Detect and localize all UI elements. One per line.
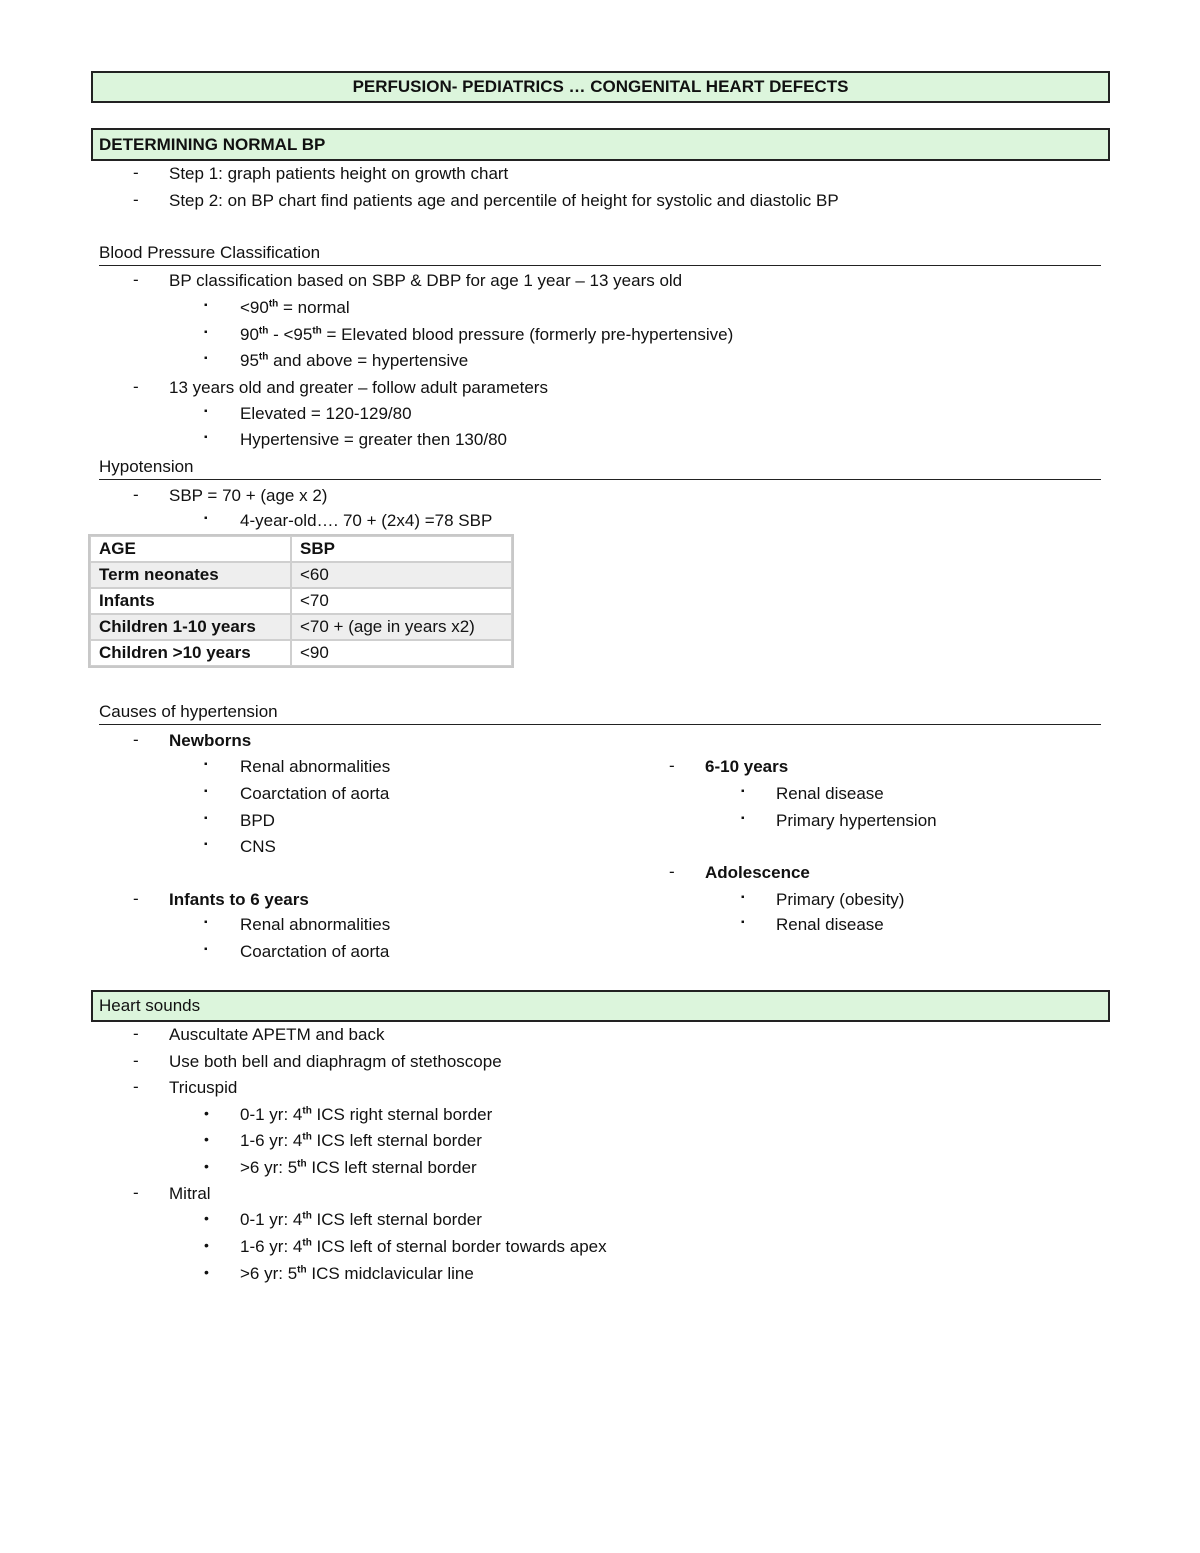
table-row	[90, 640, 512, 666]
superscript: th	[297, 1158, 307, 1170]
bp-sub-normal-value: <90	[240, 298, 269, 317]
adolescence-label: Adolescence	[705, 863, 810, 882]
infants-item: Coarctation of aorta	[240, 942, 390, 961]
dash-bullet: -	[133, 1024, 139, 1043]
square-bullet: ▪	[204, 759, 208, 770]
tricuspid-item-age: 1-6 yr: 4	[240, 1131, 303, 1150]
bp-classification-heading: Blood Pressure Classification	[99, 243, 1101, 266]
square-bullet: ▪	[204, 406, 208, 417]
bp-sub-hypertensive	[240, 350, 468, 372]
newborns-item: Renal abnormalities	[240, 757, 391, 776]
mitral-item-location: ICS midclavicular line	[306, 1264, 474, 1283]
table-cell-sbp: <70	[291, 588, 512, 614]
table-header-sbp: SBP	[291, 536, 512, 562]
square-bullet: ▪	[741, 917, 745, 928]
dot-bullet: •	[204, 1105, 209, 1121]
mitral-item-location: ICS left of sternal border towards apex	[311, 1237, 607, 1256]
dash-bullet: -	[133, 377, 139, 396]
square-bullet: ▪	[204, 786, 208, 797]
bp-sub-elevated	[240, 324, 733, 346]
adult-elevated: Elevated = 120-129/80	[240, 404, 412, 423]
dash-bullet: -	[133, 163, 139, 182]
six-ten-label: 6-10 years	[705, 757, 789, 776]
table-cell-age: Term neonates	[90, 562, 291, 588]
dash-bullet: -	[133, 485, 139, 504]
causes-heading: Causes of hypertension	[99, 702, 1101, 725]
tricuspid-item-location: ICS left sternal border	[306, 1158, 477, 1177]
dot-bullet: •	[204, 1237, 209, 1253]
bp-sub-normal-text: = normal	[278, 298, 350, 317]
square-bullet: ▪	[204, 813, 208, 824]
table-header-row	[90, 536, 512, 562]
section-header-text: DETERMINING NORMAL BP	[99, 134, 326, 154]
section-header-determining-bp	[91, 128, 1110, 161]
tricuspid-item	[240, 1104, 492, 1126]
mitral-item	[240, 1236, 607, 1258]
superscript: th	[268, 298, 279, 310]
table-row	[90, 614, 512, 640]
square-bullet: ▪	[204, 944, 208, 955]
superscript: th	[258, 325, 269, 337]
newborns-item: BPD	[240, 811, 275, 830]
dash-bullet: -	[133, 730, 139, 749]
tricuspid-item-age: >6 yr: 5	[240, 1158, 298, 1177]
mitral-item-age: >6 yr: 5	[240, 1264, 298, 1283]
mitral-item-age: 1-6 yr: 4	[240, 1237, 303, 1256]
dash-bullet: -	[133, 270, 139, 289]
section-header-heart-sounds	[91, 990, 1110, 1022]
tricuspid-item-location: ICS right sternal border	[311, 1105, 493, 1124]
tricuspid-label: Tricuspid	[169, 1078, 238, 1097]
heart-sounds-item: Use both bell and diaphragm of stethoscope	[169, 1052, 502, 1071]
bp-sub-elevated-text: = Elevated blood pressure (formerly pre-hypertensive)	[321, 325, 734, 344]
superscript: th	[312, 325, 322, 337]
document-title	[91, 71, 1110, 103]
six-ten-item: Renal disease	[776, 784, 884, 803]
table-cell-age: Children >10 years	[90, 640, 291, 666]
tricuspid-item-location: ICS left sternal border	[311, 1131, 482, 1150]
square-bullet: ▪	[204, 432, 208, 443]
dot-bullet: •	[204, 1264, 209, 1280]
infants-item: Renal abnormalities	[240, 915, 391, 934]
bp-class-item-1: BP classification based on SBP & DBP for age 1 year – 13 years old	[169, 271, 683, 290]
dash-bullet: -	[669, 756, 675, 775]
mitral-item-age: 0-1 yr: 4	[240, 1210, 303, 1229]
table-header-age: AGE	[90, 536, 291, 562]
section-header-text: Heart sounds	[99, 996, 201, 1015]
adolescence-item: Primary (obesity)	[776, 890, 905, 909]
square-bullet: ▪	[741, 892, 745, 903]
bp-class-item-2: 13 years old and greater – follow adult parameters	[169, 378, 548, 397]
table-cell-sbp: <90	[291, 640, 512, 666]
adult-hypertensive: Hypertensive = greater then 130/80	[240, 430, 507, 449]
square-bullet: ▪	[204, 839, 208, 850]
bp-sub-hypertensive-value: 95	[240, 351, 259, 370]
superscript: th	[258, 351, 269, 363]
dot-bullet: •	[204, 1131, 209, 1147]
infants-label: Infants to 6 years	[169, 890, 309, 909]
title-text: PERFUSION- PEDIATRICS … CONGENITAL HEART DEFECTS	[352, 77, 849, 96]
mitral-item-location: ICS left sternal border	[311, 1210, 482, 1229]
bp-sub-hypertensive-text: and above = hypertensive	[268, 351, 469, 370]
mitral-item	[240, 1209, 482, 1231]
newborns-item: CNS	[240, 837, 276, 856]
table-cell-sbp: <70 + (age in years x2)	[291, 614, 512, 640]
square-bullet: ▪	[204, 917, 208, 928]
table-cell-sbp: <60	[291, 562, 512, 588]
dot-bullet: •	[204, 1210, 209, 1226]
dash-bullet: -	[133, 1077, 139, 1096]
table-row	[90, 562, 512, 588]
dash-bullet: -	[669, 862, 675, 881]
dash-bullet: -	[133, 190, 139, 209]
square-bullet: ▪	[741, 786, 745, 797]
tricuspid-item	[240, 1130, 482, 1152]
table-row	[90, 588, 512, 614]
square-bullet: ▪	[204, 327, 208, 338]
hypotension-formula: SBP = 70 + (age x 2)	[169, 486, 328, 505]
bp-sub-elevated-value: 90	[240, 325, 259, 344]
newborns-item: Coarctation of aorta	[240, 784, 390, 803]
table-cell-age: Infants	[90, 588, 291, 614]
mitral-label: Mitral	[169, 1184, 211, 1203]
mitral-item	[240, 1263, 474, 1285]
heart-sounds-item: Auscultate APETM and back	[169, 1025, 385, 1044]
dash-bullet: -	[133, 889, 139, 908]
superscript: th	[297, 1264, 307, 1276]
square-bullet: ▪	[204, 513, 208, 524]
tricuspid-item-age: 0-1 yr: 4	[240, 1105, 303, 1124]
sbp-table	[88, 534, 514, 668]
bp-sub-normal	[240, 297, 350, 319]
hypotension-example: 4-year-old…. 70 + (2x4) =78 SBP	[240, 511, 493, 530]
six-ten-item: Primary hypertension	[776, 811, 937, 830]
step-2: Step 2: on BP chart find patients age and percentile of height for systolic and diastolic BP	[169, 191, 839, 210]
bp-sub-elevated-mid: - <95	[268, 325, 313, 344]
dash-bullet: -	[133, 1183, 139, 1202]
tricuspid-item	[240, 1157, 477, 1179]
dash-bullet: -	[133, 1051, 139, 1070]
table-cell-age: Children 1-10 years	[90, 614, 291, 640]
adolescence-item: Renal disease	[776, 915, 884, 934]
square-bullet: ▪	[204, 300, 208, 311]
superscript: th	[302, 1131, 312, 1143]
superscript: th	[302, 1105, 312, 1117]
superscript: th	[302, 1210, 312, 1222]
square-bullet: ▪	[741, 813, 745, 824]
newborns-label: Newborns	[169, 731, 252, 750]
dot-bullet: •	[204, 1158, 209, 1174]
superscript: th	[302, 1237, 312, 1249]
step-1: Step 1: graph patients height on growth chart	[169, 164, 509, 183]
square-bullet: ▪	[204, 353, 208, 364]
hypotension-heading: Hypotension	[99, 457, 1101, 480]
